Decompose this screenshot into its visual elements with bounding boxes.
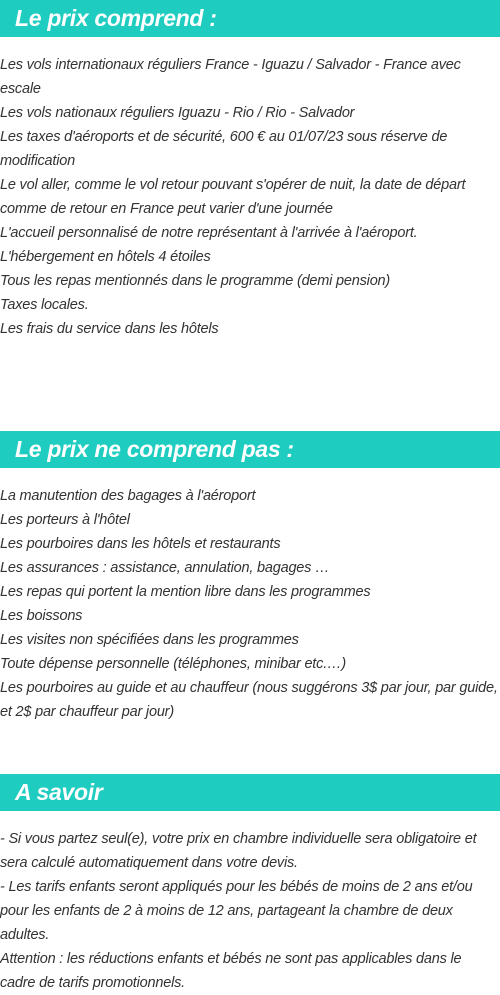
excluded-list bbox=[0, 484, 500, 724]
excluded-title: Le prix ne comprend pas : bbox=[0, 431, 500, 468]
excluded-item: La manutention des bagages à l'aéroport bbox=[0, 488, 256, 504]
included-title: Le prix comprend : bbox=[0, 0, 500, 37]
info-item: - Si vous partez seul(e), votre prix en chambre individuelle sera obligatoire et sera calculé automatiquement dans votre devis. bbox=[0, 831, 477, 871]
info-title: A savoir bbox=[0, 774, 500, 811]
info-item: - Les tarifs enfants seront appliqués pour les bébés de moins de 2 ans et/ou pour les enfants de 2 à moins de 12 ans, partageant la chambre de deux adultes. bbox=[0, 879, 473, 943]
excluded-item: Les porteurs à l'hôtel bbox=[0, 512, 130, 528]
excluded-item: Les pourboires dans les hôtels et restaurants bbox=[0, 536, 281, 552]
included-list bbox=[0, 53, 500, 341]
excluded-item: Les assurances : assistance, annulation, bagages … bbox=[0, 560, 330, 576]
excluded-item: Toute dépense personnelle (téléphones, minibar etc.…) bbox=[0, 656, 346, 672]
included-item: Les taxes d'aéroports et de sécurité, 600 € au 01/07/23 sous réserve de modification bbox=[0, 129, 448, 169]
included-item: Tous les repas mentionnés dans le programme (demi pension) bbox=[0, 273, 391, 289]
included-item: L'accueil personnalisé de notre représentant à l'arrivée à l'aéroport. bbox=[0, 225, 418, 241]
included-item: Taxes locales. bbox=[0, 297, 89, 313]
included-item: Les vols nationaux réguliers Iguazu - Rio / Rio - Salvador bbox=[0, 105, 355, 121]
included-item: Le vol aller, comme le vol retour pouvant s'opérer de nuit, la date de départ comme de retour en France peut varier d'une journée bbox=[0, 177, 466, 217]
info-item: Attention : les réductions enfants et bébés ne sont pas applicables dans le cadre de tarifs promotionnels. bbox=[0, 951, 462, 991]
excluded-item: Les repas qui portent la mention libre dans les programmes bbox=[0, 584, 371, 600]
info-section bbox=[0, 774, 500, 995]
excluded-item: Les boissons bbox=[0, 608, 83, 624]
excluded-item: Les pourboires au guide et au chauffeur (nous suggérons 3$ par jour, par guide, et 2$ par chauffeur par jour) bbox=[0, 680, 498, 720]
included-section bbox=[0, 0, 500, 341]
included-item: Les frais du service dans les hôtels bbox=[0, 321, 219, 337]
included-item: L'hébergement en hôtels 4 étoiles bbox=[0, 249, 211, 265]
included-item: Les vols internationaux réguliers France - Iguazu / Salvador - France avec escale bbox=[0, 57, 461, 97]
info-list bbox=[0, 827, 500, 995]
excluded-item: Les visites non spécifiées dans les programmes bbox=[0, 632, 299, 648]
excluded-section bbox=[0, 431, 500, 724]
